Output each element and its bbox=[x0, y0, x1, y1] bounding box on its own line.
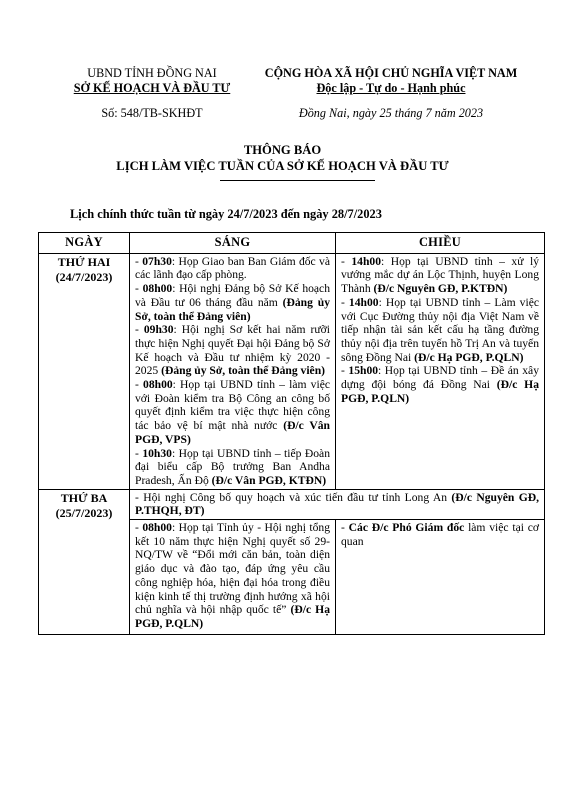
table-row-tuesday-fullday bbox=[39, 489, 545, 519]
item-time: Các Đ/c Phó Giám đốc bbox=[348, 521, 465, 535]
day-name: THỨ HAI bbox=[57, 254, 111, 269]
item-text: làm việc tại cơ quan bbox=[341, 521, 539, 548]
notice-subtitle: LỊCH LÀM VIỆC TUẦN CỦA SỞ KẾ HOẠCH VÀ ĐẦU TƯ bbox=[116, 159, 449, 173]
morning-cell-tuesday bbox=[130, 520, 336, 635]
agency-line1: UBND TỈNH ĐỒNG NAI bbox=[87, 66, 217, 80]
schedule-item: - 07h30: Họp Giao ban Ban Giám đốc và các lãnh đạo cấp phòng. bbox=[135, 254, 330, 282]
item-assignee: (Đ/c Nguyên GĐ, P.KTĐN) bbox=[373, 282, 508, 296]
item-assignee: (Đ/c Nguyên GĐ, P.THQH, ĐT) bbox=[135, 490, 539, 518]
afternoon-cell-monday bbox=[336, 253, 545, 489]
item-text: : Họp Giao ban Ban Giám đốc và các lãnh đạo cấp phòng. bbox=[135, 254, 330, 282]
table-row-monday bbox=[39, 253, 545, 489]
schedule-item: - 08h00: Hội nghị Đảng bộ Sở Kế hoạch và Đầu tư 06 tháng đầu năm (Đảng ủy Sở, toàn thể Đảng viên) bbox=[135, 282, 331, 323]
nation-line1: CỘNG HÒA XÃ HỘI CHỦ NGHĨA VIỆT NAM bbox=[264, 66, 518, 80]
item-text: - Hội nghị Công bố quy hoạch và xúc tiến đầu tư tỉnh Long An bbox=[135, 490, 452, 504]
notice-title: THÔNG BÁO bbox=[243, 143, 322, 157]
title-underline bbox=[220, 180, 375, 181]
item-text: : Hội nghị Đảng bộ Sở Kế hoạch và Đầu tư 06 tháng đầu năm bbox=[135, 282, 331, 309]
item-assignee: (Đ/c Hạ PGĐ, P.QLN) bbox=[135, 603, 330, 630]
item-text: : Họp tại UBND tỉnh – Làm việc với Cục Đường thủy nội địa Việt Nam về tiếp nhận tài sản kết cấu hạ tầng đường thủy nội địa trên tuyến hồ Trị An và tuyến sông Đồng Nai bbox=[341, 295, 539, 364]
item-text: : Họp tại UBND tỉnh – tiếp Đoàn đại biểu cấp Bộ trưởng Ban Andha Pradesh, Ấn Độ bbox=[135, 446, 330, 487]
item-assignee: (Đảng ủy Sở, toàn thể Đảng viên) bbox=[161, 364, 326, 378]
day-cell-monday bbox=[39, 253, 130, 489]
item-text: : Họp tại Tỉnh ủy - Hội nghị tổng kết 10 năm thực hiện Nghị quyết số 29-NQ/TW về “Đổi mới căn bản, toàn diện giáo dục và đào tạo, đáp ứng yêu cầu công nghiệp hóa, hiện đại hóa trong điều kiện kinh tế thị trường định hướng xã hội chủ nghĩa và hội nhập quốc tế” bbox=[135, 521, 330, 617]
day-date: (24/7/2023) bbox=[55, 269, 113, 284]
nation-line2: Độc lập - Tự do - Hạnh phúc bbox=[316, 81, 466, 95]
schedule-item: - 15h00: Họp tại UBND tỉnh – Đề án xây dựng đội bóng đá Đồng Nai (Đ/c Hạ PGĐ, P.QLN) bbox=[341, 364, 539, 405]
schedule-item: - 14h00: Họp tại UBND tỉnh – xử lý vướng mắc dự án Lộc Thịnh, huyện Long Thành (Đ/c Nguyên GĐ, P.KTĐN) bbox=[341, 254, 539, 296]
item-assignee: (Đ/c Vân PGĐ, VPS) bbox=[135, 419, 330, 446]
header-day: NGÀY bbox=[39, 233, 130, 254]
agency-line2: SỞ KẾ HOẠCH VÀ ĐẦU TƯ bbox=[73, 81, 231, 95]
item-text: : Họp tại UBND tỉnh – Đề án xây dựng đội bóng đá Đồng Nai bbox=[341, 364, 539, 392]
schedule-item: - 08h00: Họp tại UBND tỉnh – làm việc với Đoàn kiểm tra Bộ Công an công bố quyết định kiểm tra việc thực hiện công tác bảo vệ bí mật nhà nước (Đ/c Vân PGĐ, VPS) bbox=[135, 378, 330, 446]
header-afternoon: CHIỀU bbox=[336, 233, 545, 254]
schedule-item: - 08h00: Họp tại Tỉnh ủy - Hội nghị tổng kết 10 năm thực hiện Nghị quyết số 29-NQ/TW về “Đổi mới căn bản, toàn diện giáo dục và đào tạo, đáp ứng yêu cầu công nghiệp hóa, hiện đại hóa trong điều kiện kinh tế thị trường định hướng xã hội chủ nghĩa và hội nhập quốc tế” (Đ/c Hạ PGĐ, P.QLN) bbox=[135, 521, 330, 630]
item-time: 14h00 bbox=[351, 254, 381, 268]
schedule-period: Lịch chính thức tuần từ ngày 24/7/2023 đến ngày 28/7/2023 bbox=[70, 207, 382, 221]
schedule-table bbox=[38, 232, 545, 635]
schedule-item: - 10h30: Họp tại UBND tỉnh – tiếp Đoàn đại biểu cấp Bộ trưởng Ban Andha Pradesh, Ấn Độ (Đ/c Vân PGĐ, KTĐN) bbox=[135, 446, 330, 487]
item-assignee: (Đ/c Vân PGĐ, KTĐN) bbox=[211, 473, 327, 487]
item-assignee: (Đ/c Hạ PGĐ, P.QLN) bbox=[341, 378, 539, 405]
schedule-item: - Các Đ/c Phó Giám đốc làm việc tại cơ quan bbox=[341, 521, 539, 548]
item-time: 07h30 bbox=[142, 254, 172, 268]
item-time: 08h00 bbox=[142, 521, 172, 535]
item-time: 09h30 bbox=[143, 323, 174, 337]
doc-number: Số: 548/TB-SKHĐT bbox=[101, 106, 203, 120]
item-time: 08h00 bbox=[142, 282, 173, 296]
table-header-row bbox=[39, 233, 545, 254]
date-line: Đồng Nai, ngày 25 tháng 7 năm 2023 bbox=[298, 106, 484, 120]
item-assignee: (Đảng ủy Sở, toàn thể Đảng viên) bbox=[135, 295, 330, 323]
item-time: 15h00 bbox=[348, 364, 379, 378]
afternoon-cell-tuesday bbox=[336, 520, 545, 635]
item-text: : Họp tại UBND tỉnh – làm việc với Đoàn kiểm tra Bộ Công an công bố quyết định kiểm tra việc thực hiện công tác bảo vệ bí mật nhà nước bbox=[135, 378, 330, 433]
day-date: (25/7/2023) bbox=[55, 505, 113, 520]
item-text: : Hội nghị Sơ kết hai năm rưỡi thực hiện Nghị quyết Đại hội Đảng bộ Sở Kế hoạch và Đầu tư nhiệm kỳ 2020 - 2025 bbox=[135, 323, 330, 378]
item-time: 14h00 bbox=[348, 295, 379, 309]
fullday-cell-tuesday bbox=[130, 489, 545, 519]
agency-header bbox=[52, 66, 252, 121]
nation-header bbox=[240, 66, 542, 121]
item-assignee: (Đ/c Hạ PGĐ, P.QLN) bbox=[414, 350, 524, 364]
item-text: : Họp tại UBND tỉnh – xử lý vướng mắc dự án Lộc Thịnh, huyện Long Thành bbox=[341, 254, 539, 296]
schedule-item: - 09h30: Hội nghị Sơ kết hai năm rưỡi thực hiện Nghị quyết Đại hội Đảng bộ Sở Kế hoạch và Đầu tư nhiệm kỳ 2020 - 2025 (Đảng ủy Sở, toàn thể Đảng viên) bbox=[135, 323, 330, 378]
morning-cell-monday bbox=[130, 253, 336, 489]
day-name: THỨ BA bbox=[60, 490, 108, 505]
schedule-item: - 14h00: Họp tại UBND tỉnh – Làm việc với Cục Đường thủy nội địa Việt Nam về tiếp nhận tài sản kết cấu hạ tầng đường thủy nội địa trên tuyến hồ Trị An và tuyến sông Đồng Nai (Đ/c Hạ PGĐ, P.QLN) bbox=[341, 295, 539, 364]
header-morning: SÁNG bbox=[130, 233, 336, 254]
item-time: 08h00 bbox=[143, 378, 173, 392]
item-time: 10h30 bbox=[142, 446, 172, 460]
day-cell-tuesday bbox=[39, 489, 130, 634]
